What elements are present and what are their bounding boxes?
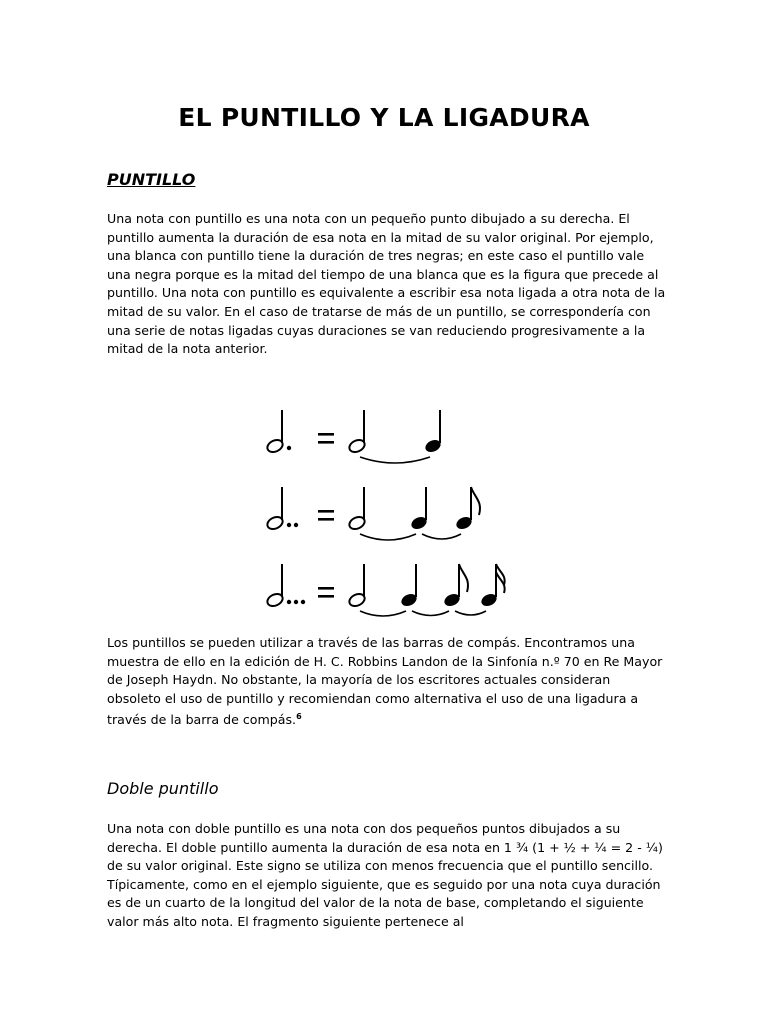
tie-icon [412, 611, 449, 616]
quarter-note-icon [409, 487, 428, 531]
eighth-note-icon [454, 487, 480, 531]
notation-row-single-dot [265, 410, 442, 463]
quarter-note-icon [423, 410, 442, 454]
equals-sign-icon [318, 587, 334, 598]
equals-sign-icon [318, 510, 334, 521]
eighth-note-icon [442, 564, 468, 608]
paragraph-puntillo: Una nota con puntillo es una nota con un pequeño punto dibujado a su derecha. El puntillo aumenta la duración de esa nota en la mitad de su valor original. Por ejemplo, una blanca con puntillo tiene la duración de tres negras; en este caso el puntillo vale una negra porque es la mitad del tiempo de una blanca que es la figura que precede al puntillo. Una nota con puntillo es equivalente a escribir esa nota ligada a otra nota de la mitad de su valor. En el caso de tratarse de más de un puntillo, se correspondería con una serie de notas ligadas cuyas duraciones se van reduciendo progresivamente a la mitad de la nota anterior. [107, 211, 666, 357]
tie-icon [455, 611, 486, 615]
half-note-icon [347, 410, 366, 454]
notation-row-double-dot [265, 487, 480, 540]
tie-icon [360, 534, 416, 540]
notation-row-triple-dot [265, 564, 504, 616]
section-heading-puntillo: PUNTILLO [107, 170, 196, 189]
paragraph-barras-text: Los puntillos se pueden utilizar a través de las barras de compás. Encontramos una muestra de ello en la edición de H. C. Robbins Landon de la Sinfonía n.º 70 en Re Mayor de Joseph Haydn. No obstante, la mayoría de los escritores actuales consideran obsoleto el uso de puntillo y recomiendan como alternativa el uso de una ligadura a través de la barra de compás. [107, 635, 663, 728]
tie-icon [360, 611, 406, 616]
sixteenth-note-icon [479, 564, 504, 608]
paragraph-barras-compas [107, 634, 667, 730]
half-note-icon [347, 564, 366, 608]
triple-dotted-half-note-icon [265, 564, 305, 608]
dotted-half-note-icon [265, 410, 291, 454]
dotted-notes-figure [250, 405, 520, 620]
footnote-marker[interactable]: 6 [296, 712, 302, 722]
paragraph-doble-puntillo: Una nota con doble puntillo es una nota con dos pequeños puntos dibujados a su derecha. El doble puntillo aumenta la duración de esa nota en 1 ¾ (1 + ½ + ¼ = 2 - ¼) de su valor original. Este signo se utiliza con menos frecuencia que el puntillo sencillo. Típicamente, como en el ejemplo siguiente, que es seguido por una nota cuya duración es de un cuarto de la longitud del valor de la nota de base, completando el siguiente valor más alto nota. El fragmento siguiente pertenece al [107, 821, 663, 929]
equals-sign-icon [318, 433, 334, 444]
tie-icon [360, 457, 430, 463]
double-dotted-half-note-icon [265, 487, 298, 531]
half-note-icon [347, 487, 366, 531]
quarter-note-icon [399, 564, 418, 608]
page-title: EL PUNTILLO Y LA LIGADURA [178, 103, 590, 132]
tie-icon [422, 534, 461, 539]
section-heading-doble-puntillo: Doble puntillo [107, 779, 219, 798]
